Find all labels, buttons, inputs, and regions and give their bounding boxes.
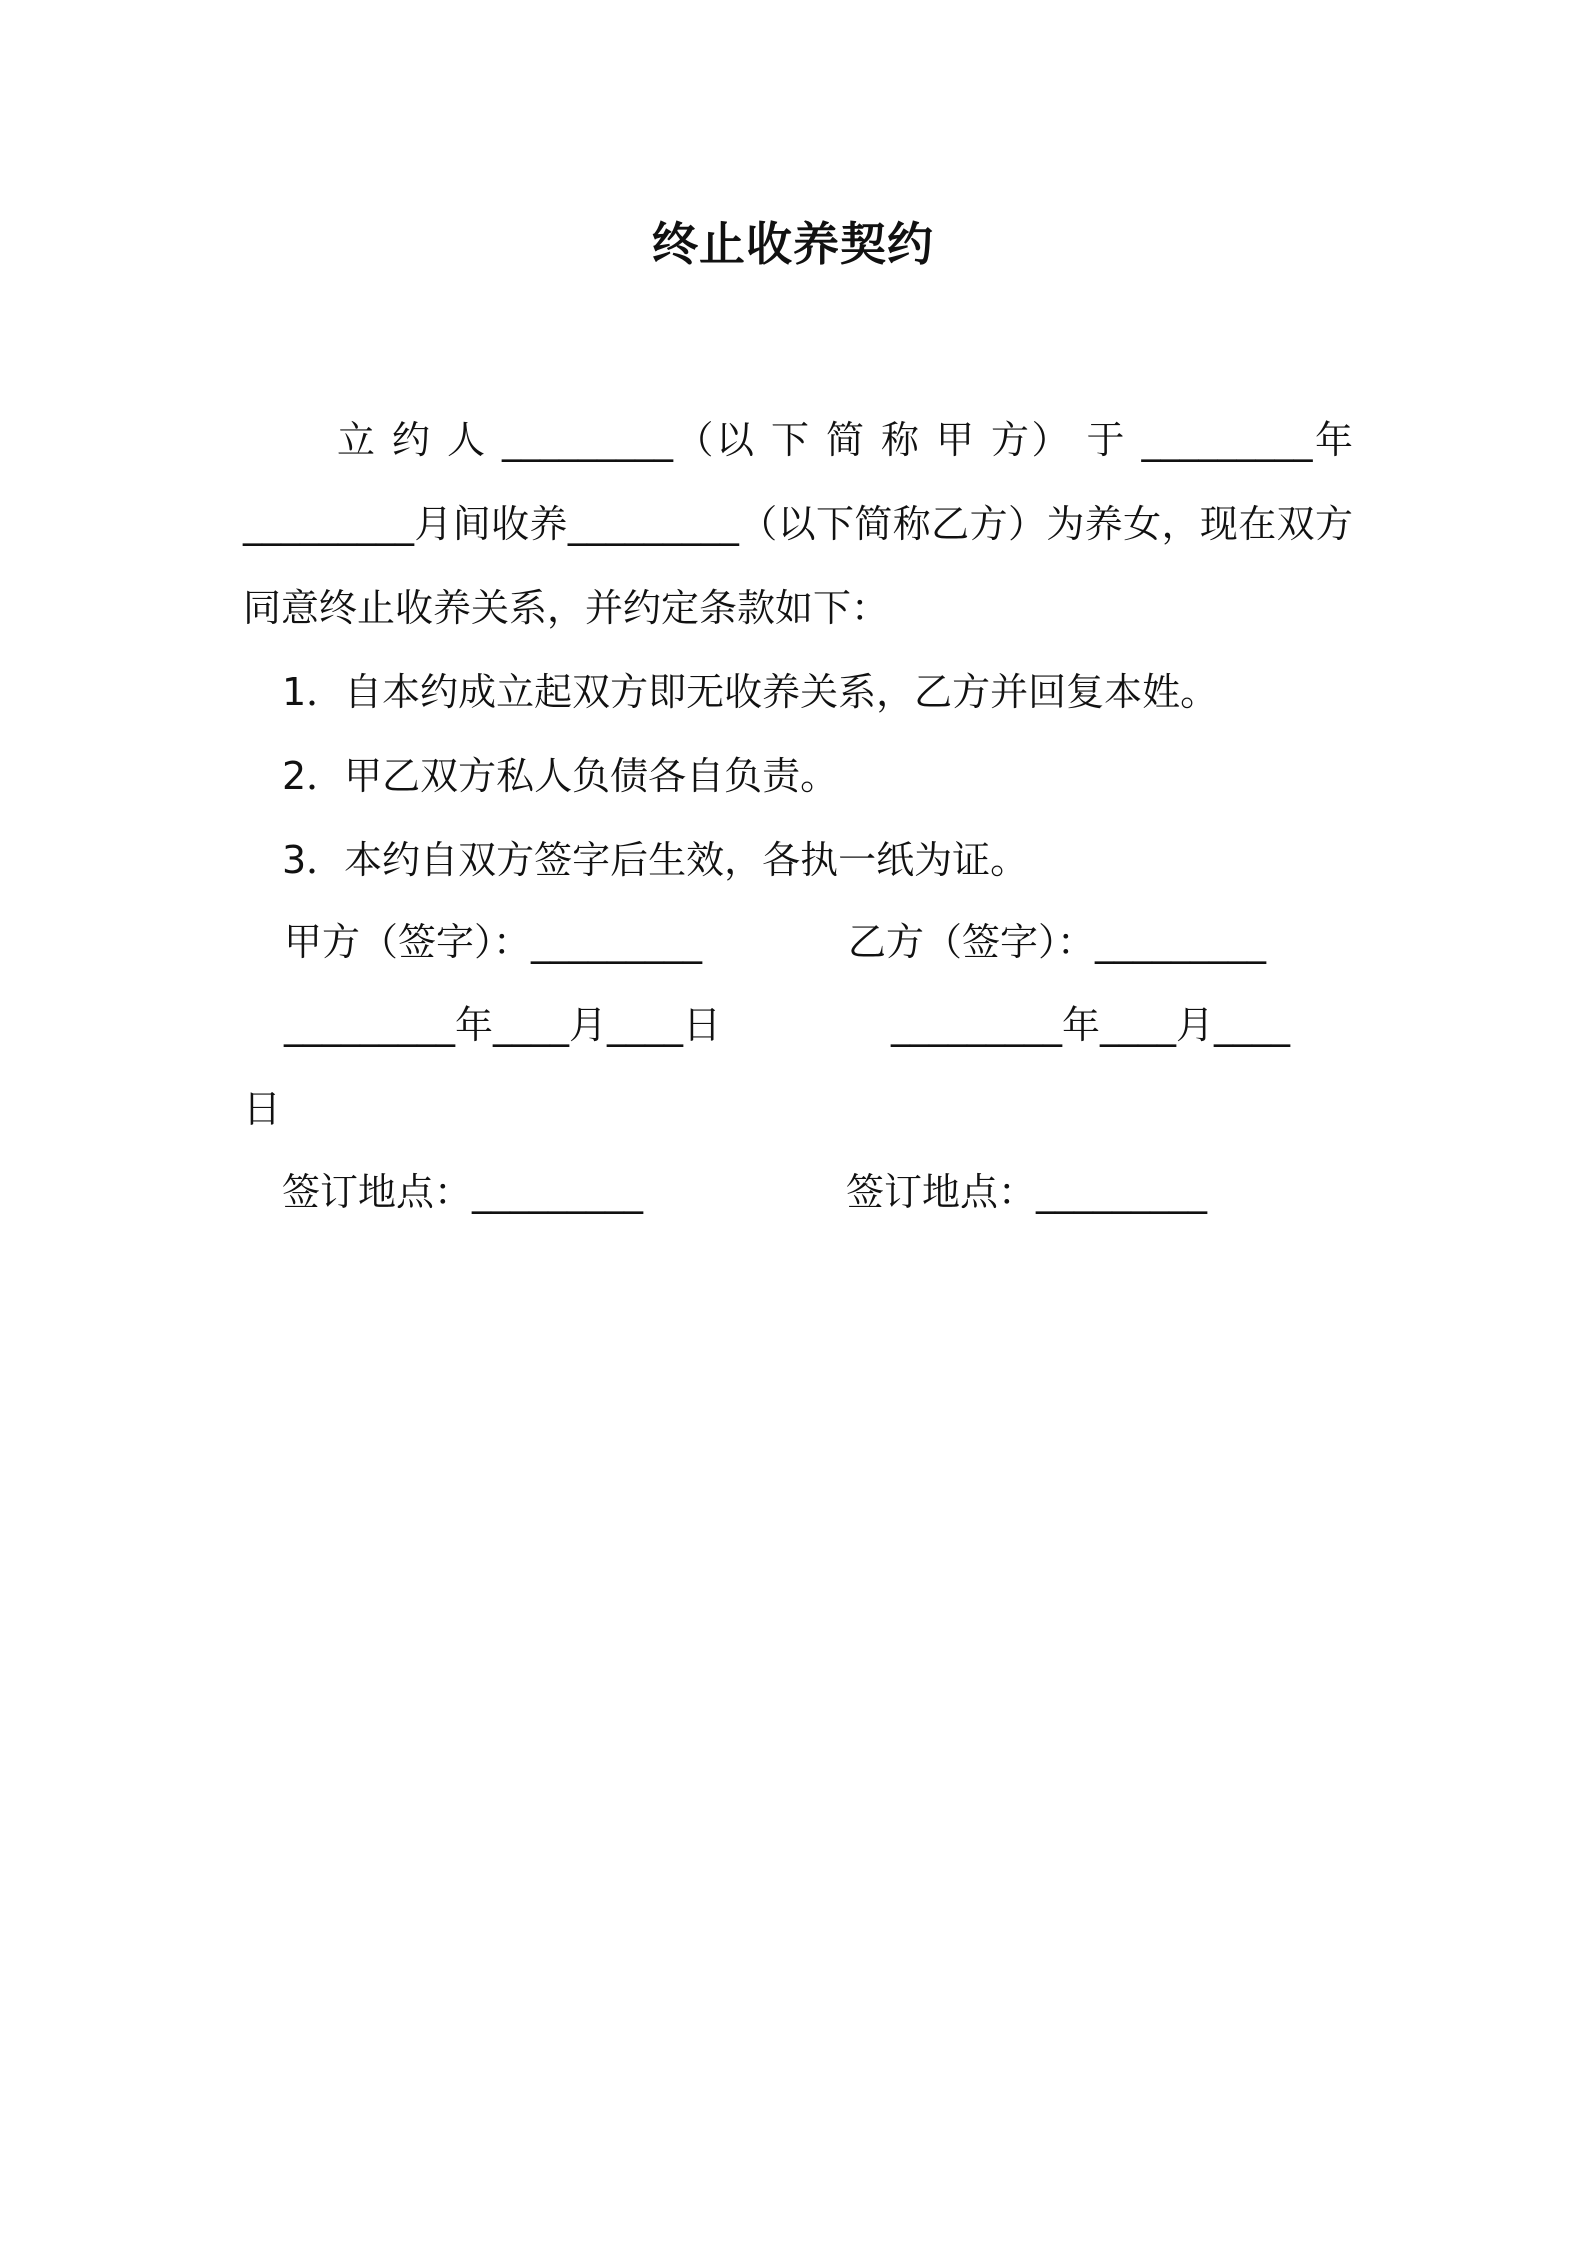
party-b-signature: 乙方（签字）：_________	[848, 920, 1267, 964]
party-b-date-day: 日	[243, 1087, 282, 1131]
party-a-date: _________年____月____日	[284, 1003, 722, 1047]
clause-3: 3．本约自双方签字后生效，各执一纸为证。	[282, 838, 1029, 882]
clause-2: 2．甲乙双方私人负债各自负责。	[282, 754, 839, 798]
party-a-signature: 甲方（签字）：_________	[284, 920, 703, 964]
party-b-date: _________年____月____	[891, 1003, 1291, 1047]
document-title: 终止收养契约	[652, 217, 934, 271]
party-b-place: 签订地点：_________	[846, 1170, 1208, 1214]
party-a-place: 签订地点：_________	[282, 1170, 644, 1214]
intro-paragraph: 立 约 人 _________（以 下 简 称 甲 方） 于 _________年_________月间收养_________（以下简称乙方）为养女，现在双方同意终止收养关系，并约定条款如下：	[243, 418, 1353, 630]
clause-1: 1．自本约成立起双方即无收养关系，乙方并回复本姓。	[282, 670, 1219, 714]
